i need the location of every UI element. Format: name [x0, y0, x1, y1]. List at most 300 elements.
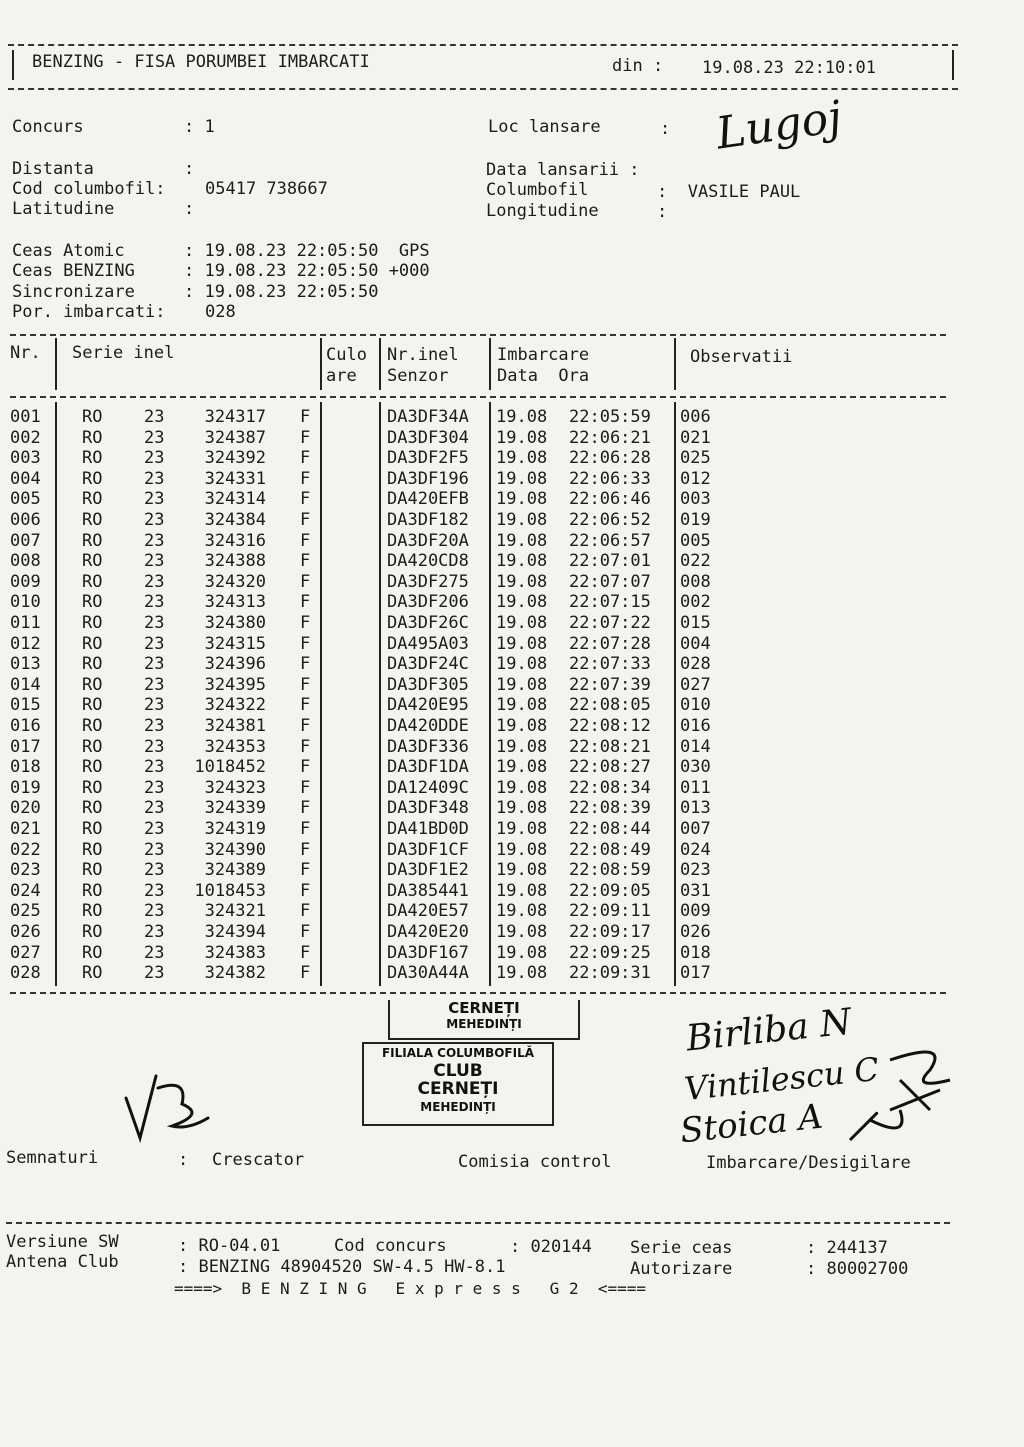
- row-senzor: DA3DF24C: [387, 654, 469, 675]
- row-senzor: DA3DF20A: [387, 530, 469, 551]
- table-row: [0, 654, 1000, 674]
- row-data: 19.08: [496, 777, 548, 798]
- row-data: 19.08: [496, 839, 548, 860]
- row-ora: 22:07:39: [569, 674, 651, 695]
- row-senzor: DA420CD8: [387, 551, 469, 572]
- stamp-main: [362, 1042, 554, 1126]
- row-sex: F: [300, 942, 311, 963]
- row-nr: 023: [10, 860, 41, 881]
- table-row: [0, 922, 1000, 942]
- cod-concurs-value: : 020144: [510, 1237, 592, 1257]
- row-ora: 22:06:21: [569, 427, 651, 448]
- row-serie: 324313: [204, 592, 266, 613]
- versiune-sw-label: Versiune SW: [6, 1232, 119, 1252]
- row-data: 19.08: [496, 922, 548, 942]
- row-ora: 22:08:59: [569, 860, 651, 881]
- row-data: 19.08: [496, 654, 548, 675]
- table-row: [0, 592, 1000, 612]
- antena-club-label: Antena Club: [6, 1252, 119, 1272]
- row-serie: 1018453: [194, 880, 266, 901]
- row-observatii: 025: [680, 448, 711, 469]
- row-an: 23: [144, 571, 165, 592]
- table-row: [0, 510, 1000, 530]
- row-an: 23: [144, 530, 165, 551]
- row-serie: 324319: [204, 819, 266, 839]
- row-tara: RO: [82, 942, 103, 963]
- row-data: 19.08: [496, 633, 548, 654]
- row-ora: 22:08:44: [569, 819, 651, 839]
- row-an: 23: [144, 695, 165, 716]
- row-ora: 22:08:49: [569, 839, 651, 860]
- row-an: 23: [144, 922, 165, 942]
- semnaturi-label: Semnaturi: [6, 1148, 99, 1168]
- row-sex: F: [300, 654, 311, 675]
- data-lansarii-label: Data lansarii :: [486, 160, 640, 180]
- row-senzor: DA420E57: [387, 901, 469, 922]
- col-header-culoare-2: are: [326, 366, 357, 386]
- row-tara: RO: [82, 654, 103, 675]
- table-row: [0, 531, 1000, 551]
- commission-scribbles: [830, 1020, 960, 1150]
- semnaturi-colon: :: [178, 1150, 189, 1170]
- row-nr: 016: [10, 716, 41, 736]
- row-data: 19.08: [496, 901, 548, 922]
- row-sex: F: [300, 901, 311, 922]
- row-sex: F: [300, 510, 311, 530]
- header-left-border: [12, 50, 14, 80]
- row-sex: F: [300, 736, 311, 757]
- header-bottom-border: [8, 88, 958, 90]
- row-tara: RO: [82, 407, 103, 427]
- header-right-border: [952, 50, 954, 80]
- row-serie: 324339: [204, 798, 266, 819]
- row-serie: 324381: [204, 716, 266, 736]
- row-ora: 22:06:28: [569, 448, 651, 469]
- cod-columbofil-value: 05417 738667: [205, 179, 328, 199]
- sincronizare-value: : 19.08.23 22:05:50: [184, 282, 379, 302]
- row-ora: 22:08:34: [569, 777, 651, 798]
- row-nr: 021: [10, 819, 41, 839]
- longitudine-value: :: [657, 202, 668, 222]
- row-observatii: 013: [680, 798, 711, 819]
- row-senzor: DA3DF182: [387, 510, 469, 530]
- row-observatii: 014: [680, 736, 711, 757]
- row-data: 19.08: [496, 819, 548, 839]
- table-row: [0, 448, 1000, 468]
- row-tara: RO: [82, 613, 103, 633]
- stamp-top: [388, 1000, 580, 1040]
- col-header-serie: Serie inel: [72, 343, 175, 363]
- row-observatii: 012: [680, 468, 711, 489]
- row-nr: 001: [10, 407, 41, 427]
- table-row: [0, 675, 1000, 695]
- row-tara: RO: [82, 757, 103, 778]
- row-nr: 006: [10, 510, 41, 530]
- row-serie: 324353: [204, 736, 266, 757]
- table-row: [0, 819, 1000, 839]
- document-title: BENZING - FISA PORUMBEI IMBARCATI: [32, 52, 370, 72]
- table-row: [0, 613, 1000, 633]
- stamp-line3: CERNEȚI: [417, 1079, 499, 1099]
- row-data: 19.08: [496, 963, 548, 984]
- row-nr: 002: [10, 427, 41, 448]
- handwritten-signature-3: Stoica A: [678, 1096, 825, 1152]
- handwritten-signature-1: Birliba N: [684, 1001, 854, 1060]
- col-sep-serie: [320, 338, 322, 390]
- row-ora: 22:08:27: [569, 757, 651, 778]
- row-data: 19.08: [496, 880, 548, 901]
- row-nr: 014: [10, 674, 41, 695]
- row-sex: F: [300, 860, 311, 881]
- row-nr: 028: [10, 963, 41, 984]
- table-row: [0, 572, 1000, 592]
- row-an: 23: [144, 468, 165, 489]
- table-row: [0, 695, 1000, 715]
- col-header-observatii: Observatii: [690, 347, 793, 367]
- row-ora: 22:06:46: [569, 489, 651, 510]
- din-label: din :: [612, 56, 664, 76]
- row-nr: 024: [10, 880, 41, 901]
- row-tara: RO: [82, 510, 103, 530]
- row-observatii: 006: [680, 407, 711, 427]
- row-ora: 22:09:11: [569, 901, 651, 922]
- row-observatii: 030: [680, 757, 711, 778]
- row-tara: RO: [82, 901, 103, 922]
- table-row: [0, 757, 1000, 777]
- por-imbarcati-label: Por. imbarcati:: [12, 302, 166, 322]
- concurs-value: : 1: [184, 117, 215, 137]
- row-ora: 22:09:25: [569, 942, 651, 963]
- autorizare-value: : 80002700: [806, 1259, 909, 1279]
- row-senzor: DA3DF2F5: [387, 448, 469, 469]
- row-senzor: DA3DF206: [387, 592, 469, 613]
- row-senzor: DA3DF1E2: [387, 860, 469, 881]
- row-ora: 22:08:39: [569, 798, 651, 819]
- row-an: 23: [144, 716, 165, 736]
- row-nr: 007: [10, 530, 41, 551]
- row-serie: 324321: [204, 901, 266, 922]
- col-header-nrinel-2: Senzor: [387, 366, 449, 386]
- row-observatii: 017: [680, 963, 711, 984]
- crescator-label: Crescator: [212, 1150, 305, 1170]
- row-an: 23: [144, 448, 165, 469]
- row-an: 23: [144, 880, 165, 901]
- row-data: 19.08: [496, 571, 548, 592]
- row-serie: 324380: [204, 613, 266, 633]
- row-data: 19.08: [496, 510, 548, 530]
- row-data: 19.08: [496, 489, 548, 510]
- row-ora: 22:07:28: [569, 633, 651, 654]
- antena-club-value: : BENZING 48904520 SW-4.5 HW-8.1: [178, 1257, 506, 1277]
- row-an: 23: [144, 901, 165, 922]
- table-row: [0, 943, 1000, 963]
- row-an: 23: [144, 757, 165, 778]
- row-serie: 324388: [204, 551, 266, 572]
- row-tara: RO: [82, 777, 103, 798]
- table-header-bottom-border: [10, 396, 946, 398]
- row-ora: 22:06:52: [569, 510, 651, 530]
- row-ora: 22:07:07: [569, 571, 651, 592]
- row-sex: F: [300, 716, 311, 736]
- row-sex: F: [300, 695, 311, 716]
- row-nr: 012: [10, 633, 41, 654]
- benzing-express-banner: ====> B E N Z I N G E x p r e s s G 2 <====: [174, 1279, 647, 1298]
- stamp-line2: CLUB: [433, 1061, 483, 1081]
- row-sex: F: [300, 880, 311, 901]
- row-tara: RO: [82, 880, 103, 901]
- row-tara: RO: [82, 633, 103, 654]
- table-row: [0, 901, 1000, 921]
- cod-concurs-label: Cod concurs: [334, 1236, 447, 1256]
- row-senzor: DA3DF1DA: [387, 757, 469, 778]
- row-an: 23: [144, 798, 165, 819]
- row-nr: 027: [10, 942, 41, 963]
- row-ora: 22:09:17: [569, 922, 651, 942]
- row-data: 19.08: [496, 448, 548, 469]
- autorizare-label: Autorizare: [630, 1259, 733, 1279]
- row-an: 23: [144, 963, 165, 984]
- row-ora: 22:07:01: [569, 551, 651, 572]
- col-header-nr: Nr.: [10, 343, 41, 363]
- row-senzor: DA3DF305: [387, 674, 469, 695]
- row-ora: 22:07:22: [569, 613, 651, 633]
- loc-lansare-handwritten: Lugoj: [713, 91, 845, 160]
- row-an: 23: [144, 551, 165, 572]
- row-observatii: 016: [680, 716, 711, 736]
- row-nr: 019: [10, 777, 41, 798]
- row-serie: 324315: [204, 633, 266, 654]
- row-data: 19.08: [496, 736, 548, 757]
- row-an: 23: [144, 633, 165, 654]
- row-serie: 324317: [204, 407, 266, 427]
- row-nr: 008: [10, 551, 41, 572]
- row-observatii: 028: [680, 654, 711, 675]
- table-bottom-border: [10, 992, 946, 994]
- por-imbarcati-value: 028: [205, 302, 236, 322]
- row-data: 19.08: [496, 942, 548, 963]
- row-data: 19.08: [496, 798, 548, 819]
- row-serie: 324384: [204, 510, 266, 530]
- row-senzor: DA420E20: [387, 922, 469, 942]
- row-an: 23: [144, 489, 165, 510]
- ceas-benzing-label: Ceas BENZING: [12, 261, 135, 281]
- row-senzor: DA3DF34A: [387, 407, 469, 427]
- row-observatii: 005: [680, 530, 711, 551]
- row-ora: 22:08:12: [569, 716, 651, 736]
- row-observatii: 010: [680, 695, 711, 716]
- row-senzor: DA12409C: [387, 777, 469, 798]
- row-sex: F: [300, 922, 311, 942]
- row-nr: 020: [10, 798, 41, 819]
- row-sex: F: [300, 530, 311, 551]
- columbofil-value: : VASILE PAUL: [657, 182, 801, 202]
- stamp-line1: FILIALA COLUMBOFILĂ: [381, 1046, 535, 1060]
- row-serie: 324323: [204, 777, 266, 798]
- row-nr: 013: [10, 654, 41, 675]
- row-data: 19.08: [496, 757, 548, 778]
- col-header-culoare-1: Culo: [326, 345, 367, 365]
- row-tara: RO: [82, 839, 103, 860]
- row-senzor: DA3DF348: [387, 798, 469, 819]
- table-row: [0, 860, 1000, 880]
- row-sex: F: [300, 757, 311, 778]
- row-tara: RO: [82, 448, 103, 469]
- row-serie: 324322: [204, 695, 266, 716]
- latitudine-value: :: [184, 199, 195, 219]
- loc-lansare-colon: :: [660, 119, 671, 139]
- row-serie: 324383: [204, 942, 266, 963]
- row-observatii: 009: [680, 901, 711, 922]
- distanta-value: :: [184, 159, 195, 179]
- table-row: [0, 778, 1000, 798]
- row-sex: F: [300, 489, 311, 510]
- row-tara: RO: [82, 819, 103, 839]
- row-observatii: 031: [680, 880, 711, 901]
- row-ora: 22:06:33: [569, 468, 651, 489]
- row-sex: F: [300, 674, 311, 695]
- row-senzor: DA420DDE: [387, 716, 469, 736]
- row-data: 19.08: [496, 613, 548, 633]
- row-tara: RO: [82, 860, 103, 881]
- serie-ceas-value: : 244137: [806, 1238, 888, 1258]
- versiune-sw-value: : RO-04.01: [178, 1236, 281, 1256]
- row-sex: F: [300, 839, 311, 860]
- row-tara: RO: [82, 427, 103, 448]
- row-observatii: 021: [680, 427, 711, 448]
- row-an: 23: [144, 839, 165, 860]
- columbofil-label: Columbofil: [486, 180, 589, 200]
- row-serie: 324394: [204, 922, 266, 942]
- row-observatii: 024: [680, 839, 711, 860]
- col-header-imbarcare-1: Imbarcare: [497, 345, 590, 365]
- row-observatii: 004: [680, 633, 711, 654]
- stamp-top-line1: CERNEȚI: [448, 999, 520, 1017]
- imbarcare-desigilare-label: Imbarcare/Desigilare: [706, 1153, 911, 1173]
- row-senzor: DA3DF167: [387, 942, 469, 963]
- table-row: [0, 963, 1000, 983]
- table-row: [0, 840, 1000, 860]
- row-data: 19.08: [496, 716, 548, 736]
- crescator-signature: [118, 1068, 218, 1148]
- row-an: 23: [144, 819, 165, 839]
- distanta-label: Distanta: [12, 159, 94, 179]
- ceas-benzing-value: : 19.08.23 22:05:50 +000: [184, 261, 430, 281]
- row-tara: RO: [82, 551, 103, 572]
- longitudine-label: Longitudine: [486, 201, 599, 221]
- ceas-atomic-label: Ceas Atomic: [12, 241, 125, 261]
- row-nr: 015: [10, 695, 41, 716]
- row-ora: 22:09:31: [569, 963, 651, 984]
- row-tara: RO: [82, 798, 103, 819]
- row-observatii: 003: [680, 489, 711, 510]
- row-observatii: 022: [680, 551, 711, 572]
- row-tara: RO: [82, 571, 103, 592]
- row-sex: F: [300, 777, 311, 798]
- row-nr: 009: [10, 571, 41, 592]
- row-serie: 1018452: [194, 757, 266, 778]
- row-an: 23: [144, 860, 165, 881]
- row-observatii: 023: [680, 860, 711, 881]
- row-data: 19.08: [496, 468, 548, 489]
- row-serie: 324390: [204, 839, 266, 860]
- row-data: 19.08: [496, 551, 548, 572]
- concurs-label: Concurs: [12, 117, 84, 137]
- col-header-imbarcare-2: Data Ora: [497, 366, 590, 386]
- col-sep-nrinel: [489, 338, 491, 390]
- table-row: [0, 469, 1000, 489]
- table-row: [0, 407, 1000, 427]
- row-nr: 022: [10, 839, 41, 860]
- row-tara: RO: [82, 530, 103, 551]
- row-observatii: 026: [680, 922, 711, 942]
- row-senzor: DA41BD0D: [387, 819, 469, 839]
- handwritten-signature-2: Vintilescu C: [682, 1049, 881, 1109]
- row-serie: 324331: [204, 468, 266, 489]
- row-serie: 324389: [204, 860, 266, 881]
- table-row: [0, 634, 1000, 654]
- row-ora: 22:05:59: [569, 407, 651, 427]
- row-tara: RO: [82, 922, 103, 942]
- table-row: [0, 716, 1000, 736]
- row-observatii: 002: [680, 592, 711, 613]
- col-sep-culoare: [379, 338, 381, 390]
- row-senzor: DA3DF275: [387, 571, 469, 592]
- row-sex: F: [300, 633, 311, 654]
- row-data: 19.08: [496, 860, 548, 881]
- row-nr: 026: [10, 922, 41, 942]
- row-observatii: 015: [680, 613, 711, 633]
- row-nr: 017: [10, 736, 41, 757]
- row-nr: 011: [10, 613, 41, 633]
- comisia-control-label: Comisia control: [458, 1152, 612, 1172]
- col-header-nrinel-1: Nr.inel: [387, 345, 459, 365]
- row-observatii: 019: [680, 510, 711, 530]
- row-senzor: DA3DF196: [387, 468, 469, 489]
- table-row: [0, 737, 1000, 757]
- footer-top-border: [6, 1222, 950, 1224]
- row-ora: 22:08:05: [569, 695, 651, 716]
- row-ora: 22:09:05: [569, 880, 651, 901]
- ceas-atomic-value: : 19.08.23 22:05:50 GPS: [184, 241, 430, 261]
- row-sex: F: [300, 468, 311, 489]
- row-an: 23: [144, 654, 165, 675]
- table-row: [0, 551, 1000, 571]
- row-sex: F: [300, 427, 311, 448]
- row-senzor: DA495A03: [387, 633, 469, 654]
- row-data: 19.08: [496, 674, 548, 695]
- stamp-line4: MEHEDINȚI: [420, 1100, 496, 1114]
- row-an: 23: [144, 777, 165, 798]
- row-senzor: DA385441: [387, 880, 469, 901]
- table-row: [0, 798, 1000, 818]
- row-senzor: DA3DF26C: [387, 613, 469, 633]
- sincronizare-label: Sincronizare: [12, 282, 135, 302]
- row-observatii: 018: [680, 942, 711, 963]
- row-observatii: 011: [680, 777, 711, 798]
- table-top-border: [10, 334, 946, 336]
- row-senzor: DA3DF304: [387, 427, 469, 448]
- table-row: [0, 881, 1000, 901]
- row-tara: RO: [82, 592, 103, 613]
- row-sex: F: [300, 798, 311, 819]
- row-serie: 324320: [204, 571, 266, 592]
- row-nr: 004: [10, 468, 41, 489]
- row-senzor: DA3DF336: [387, 736, 469, 757]
- col-sep-nr: [55, 338, 57, 390]
- row-an: 23: [144, 942, 165, 963]
- row-ora: 22:07:15: [569, 592, 651, 613]
- row-nr: 005: [10, 489, 41, 510]
